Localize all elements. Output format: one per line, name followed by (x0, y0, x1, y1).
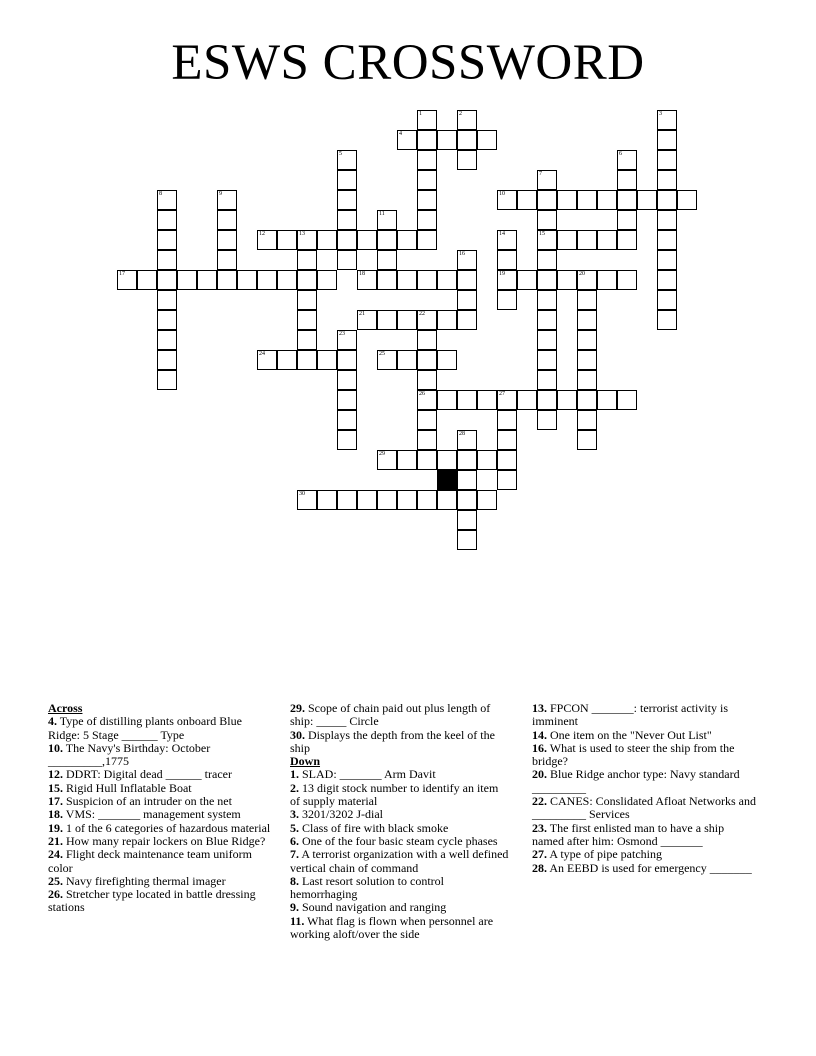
grid-cell[interactable] (337, 170, 357, 190)
grid-cell[interactable] (297, 230, 317, 250)
grid-cell[interactable] (457, 290, 477, 310)
grid-cell[interactable] (157, 310, 177, 330)
grid-cell[interactable] (317, 490, 337, 510)
grid-cell[interactable] (437, 130, 457, 150)
clues-column-2 (290, 702, 510, 941)
grid-cell[interactable] (497, 450, 517, 470)
grid-cell[interactable] (457, 150, 477, 170)
grid-cell[interactable] (457, 430, 477, 450)
grid-cell[interactable] (277, 350, 297, 370)
clue-across-18: 18. VMS: _______ management system (48, 807, 241, 822)
grid-cell[interactable] (137, 270, 157, 290)
clue-number: 11 (379, 211, 385, 217)
grid-cell[interactable] (317, 230, 337, 250)
grid-cell[interactable] (277, 270, 297, 290)
grid-cell[interactable] (417, 330, 437, 350)
grid-cell[interactable] (357, 270, 377, 290)
clue-down-13: 13. FPCON _______: terrorist activity is imminent (532, 701, 728, 729)
grid-cell[interactable] (497, 230, 517, 250)
grid-cell[interactable] (637, 190, 657, 210)
grid-cell[interactable] (377, 230, 397, 250)
grid-cell[interactable] (337, 330, 357, 350)
clues-column-3 (532, 702, 757, 875)
grid-cell[interactable] (417, 130, 437, 150)
grid-cell[interactable] (297, 330, 317, 350)
clue-across-26: 26. Stretcher type located in battle dressing stations (48, 887, 256, 915)
clue-number: 18 (359, 271, 365, 277)
grid-cell[interactable] (377, 210, 397, 230)
clue-number: 16 (459, 251, 465, 257)
clue-across-10: 10. The Navy's Birthday: October _________,1775 (48, 740, 211, 769)
grid-cell[interactable] (217, 190, 237, 210)
grid-cell[interactable] (457, 510, 477, 530)
grid-cell[interactable] (457, 270, 477, 290)
clue-across-25: 25. Navy firefighting thermal imager (48, 873, 226, 888)
grid-cell[interactable] (657, 190, 677, 210)
grid-cell[interactable] (657, 110, 677, 130)
grid-cell[interactable] (617, 390, 637, 410)
clue-across-24: 24. Flight deck maintenance team uniform color (48, 847, 252, 875)
grid-cell[interactable] (297, 350, 317, 370)
clue-down-1: 1. SLAD: _______ Arm Davit (290, 767, 436, 782)
grid-cell[interactable] (157, 270, 177, 290)
grid-cell[interactable] (457, 130, 477, 150)
grid-cell[interactable] (377, 270, 397, 290)
grid-cell[interactable] (417, 410, 437, 430)
clue-number: 27 (499, 391, 505, 397)
grid-cell[interactable] (157, 370, 177, 390)
across-heading: Across (48, 701, 83, 715)
grid-cell[interactable] (537, 290, 557, 310)
grid-cell[interactable] (317, 350, 337, 370)
grid-cell[interactable] (537, 270, 557, 290)
clue-across-29: 29. Scope of chain paid out plus length of ship: _____ Circle (290, 701, 491, 729)
grid-cell[interactable] (677, 190, 697, 210)
grid-cell[interactable] (337, 350, 357, 370)
grid-cell[interactable] (417, 370, 437, 390)
grid-cell[interactable] (657, 210, 677, 230)
clue-number: 13 (299, 231, 305, 237)
grid-cell[interactable] (377, 490, 397, 510)
grid-cell[interactable] (457, 110, 477, 130)
clue-number: 30 (299, 491, 305, 497)
grid-cell[interactable] (357, 310, 377, 330)
grid-cell[interactable] (117, 270, 137, 290)
grid-cell[interactable] (537, 210, 557, 230)
grid-cell[interactable] (657, 150, 677, 170)
grid-cell[interactable] (397, 450, 417, 470)
clue-across-21: 21. How many repair lockers on Blue Ridge? (48, 833, 266, 848)
clue-number: 22 (419, 311, 425, 317)
grid-cell[interactable] (357, 490, 377, 510)
grid-cell[interactable] (417, 190, 437, 210)
grid-cell[interactable] (597, 270, 617, 290)
grid-cell[interactable] (457, 530, 477, 550)
grid-cell[interactable] (577, 270, 597, 290)
grid-cell[interactable] (577, 230, 597, 250)
clue-down-7: 7. A terrorist organization with a well defined vertical chain of command (290, 847, 509, 875)
grid-cell[interactable] (537, 230, 557, 250)
clue-number: 8 (159, 191, 162, 197)
grid-cell[interactable] (477, 130, 497, 150)
grid-cell[interactable] (597, 190, 617, 210)
grid-cell[interactable] (237, 270, 257, 290)
clue-number: 10 (499, 191, 505, 197)
grid-cell[interactable] (537, 250, 557, 270)
grid-cell[interactable] (457, 450, 477, 470)
grid-cell[interactable] (497, 270, 517, 290)
grid-cell[interactable] (357, 230, 377, 250)
clue-number: 2 (459, 111, 462, 117)
grid-cell[interactable] (437, 270, 457, 290)
grid-cell[interactable] (417, 310, 437, 330)
grid-cell[interactable] (397, 230, 417, 250)
grid-cell[interactable] (217, 250, 237, 270)
grid-cell[interactable] (457, 490, 477, 510)
grid-cell[interactable] (297, 290, 317, 310)
grid-cell[interactable] (297, 310, 317, 330)
grid-cell[interactable] (437, 350, 457, 370)
grid-cell[interactable] (537, 410, 557, 430)
grid-cell[interactable] (377, 450, 397, 470)
clue-number: 24 (259, 351, 265, 357)
clue-down-20: 20. Blue Ridge anchor type: Navy standard _________ (532, 767, 740, 795)
grid-cell[interactable] (577, 350, 597, 370)
clue-down-16: 16. What is used to steer the ship from the bridge? (532, 740, 735, 769)
clue-across-12: 12. DDRT: Digital dead ______ tracer (48, 767, 232, 782)
clue-down-22: 22. CANES: Conslidated Afloat Networks and _________ Services (532, 794, 756, 822)
clue-across-15: 15. Rigid Hull Inflatable Boat (48, 780, 192, 795)
grid-cell[interactable] (157, 230, 177, 250)
grid-cell[interactable] (477, 390, 497, 410)
grid-cell[interactable] (537, 350, 557, 370)
grid-cell[interactable] (417, 270, 437, 290)
grid-cell[interactable] (657, 250, 677, 270)
grid-cell[interactable] (517, 190, 537, 210)
grid-cell[interactable] (577, 390, 597, 410)
grid-cell[interactable] (417, 230, 437, 250)
grid-cell[interactable] (337, 370, 357, 390)
grid-cell[interactable] (537, 190, 557, 210)
clues-column-1 (48, 702, 273, 915)
down-heading: Down (290, 754, 321, 769)
grid-cell[interactable] (477, 450, 497, 470)
grid-cell[interactable] (597, 230, 617, 250)
clue-down-27: 27. A type of pipe patching (532, 847, 662, 862)
grid-cell[interactable] (537, 370, 557, 390)
grid-cell[interactable] (657, 290, 677, 310)
grid-cell[interactable] (317, 270, 337, 290)
grid-cell[interactable] (397, 350, 417, 370)
clue-number: 6 (619, 151, 622, 157)
grid-cell[interactable] (337, 430, 357, 450)
grid-cell[interactable] (617, 270, 637, 290)
grid-cell[interactable] (417, 490, 437, 510)
clue-across-17: 17. Suspicion of an intruder on the net (48, 794, 232, 809)
shaded-cell (437, 470, 457, 490)
grid-cell[interactable] (537, 330, 557, 350)
grid-cell[interactable] (617, 150, 637, 170)
grid-cell[interactable] (297, 270, 317, 290)
grid-cell[interactable] (197, 270, 217, 290)
grid-cell[interactable] (157, 190, 177, 210)
grid-cell[interactable] (377, 350, 397, 370)
grid-cell[interactable] (417, 150, 437, 170)
clue-number: 15 (539, 231, 545, 237)
clue-down-28: 28. An EEBD is used for emergency _______ (532, 860, 752, 875)
grid-cell[interactable] (577, 190, 597, 210)
grid-cell[interactable] (417, 450, 437, 470)
grid-cell[interactable] (157, 210, 177, 230)
grid-cell[interactable] (657, 130, 677, 150)
grid-cell[interactable] (617, 190, 637, 210)
clue-number: 5 (339, 151, 342, 157)
grid-cell[interactable] (217, 230, 237, 250)
grid-cell[interactable] (497, 250, 517, 270)
grid-cell[interactable] (577, 430, 597, 450)
clue-across-30: 30. Displays the depth from the keel of the ship (290, 727, 495, 755)
grid-cell[interactable] (617, 170, 637, 190)
clue-number: 25 (379, 351, 385, 357)
grid-cell[interactable] (617, 230, 637, 250)
grid-cell[interactable] (537, 170, 557, 190)
grid-cell[interactable] (557, 190, 577, 210)
grid-cell[interactable] (497, 390, 517, 410)
clue-number: 1 (419, 111, 422, 117)
grid-cell[interactable] (477, 490, 497, 510)
grid-cell[interactable] (457, 250, 477, 270)
grid-cell[interactable] (337, 490, 357, 510)
clue-number: 26 (419, 391, 425, 397)
grid-cell[interactable] (557, 390, 577, 410)
clue-number: 20 (579, 271, 585, 277)
grid-cell[interactable] (217, 270, 237, 290)
grid-cell[interactable] (397, 130, 417, 150)
grid-cell[interactable] (217, 210, 237, 230)
grid-cell[interactable] (577, 330, 597, 350)
grid-cell[interactable] (337, 150, 357, 170)
grid-cell[interactable] (417, 170, 437, 190)
grid-cell[interactable] (297, 250, 317, 270)
clue-down-23: 23. The first enlisted man to have a ship named after him: Osmond _______ (532, 820, 725, 848)
grid-cell[interactable] (457, 390, 477, 410)
clue-across-4: 4. Type of distilling plants onboard Blue Ridge: 5 Stage ______ Type (48, 714, 242, 742)
grid-cell[interactable] (577, 370, 597, 390)
clue-down-3: 3. 3201/3202 J-dial (290, 807, 383, 822)
clue-number: 28 (459, 431, 465, 437)
grid-cell[interactable] (497, 430, 517, 450)
grid-cell[interactable] (457, 310, 477, 330)
clue-down-8: 8. Last resort solution to control hemorrhaging (290, 873, 444, 902)
clue-down-2: 2. 13 digit stock number to identify an item of supply material (290, 780, 499, 809)
grid-cell[interactable] (177, 270, 197, 290)
grid-cell[interactable] (257, 350, 277, 370)
clue-down-14: 14. One item on the "Never Out List" (532, 727, 712, 742)
grid-cell[interactable] (437, 310, 457, 330)
grid-cell[interactable] (577, 410, 597, 430)
grid-cell[interactable] (437, 390, 457, 410)
grid-cell[interactable] (157, 350, 177, 370)
grid-cell[interactable] (377, 250, 397, 270)
clue-across-19: 19. 1 of the 6 categories of hazardous material (48, 820, 271, 835)
grid-cell[interactable] (657, 270, 677, 290)
grid-cell[interactable] (617, 210, 637, 230)
clue-number: 21 (359, 311, 365, 317)
grid-cell[interactable] (397, 310, 417, 330)
clue-number: 19 (499, 271, 505, 277)
grid-cell[interactable] (337, 210, 357, 230)
grid-cell[interactable] (157, 330, 177, 350)
grid-cell[interactable] (417, 390, 437, 410)
clue-number: 14 (499, 231, 505, 237)
grid-cell[interactable] (157, 250, 177, 270)
clue-number: 12 (259, 231, 265, 237)
grid-cell[interactable] (417, 430, 437, 450)
grid-cell[interactable] (517, 390, 537, 410)
clue-down-6: 6. One of the four basic steam cycle phases (290, 833, 498, 848)
grid-cell[interactable] (337, 190, 357, 210)
grid-cell[interactable] (657, 310, 677, 330)
clue-number: 7 (539, 171, 542, 177)
grid-cell[interactable] (417, 210, 437, 230)
grid-cell[interactable] (437, 450, 457, 470)
grid-cell[interactable] (277, 230, 297, 250)
grid-cell[interactable] (537, 390, 557, 410)
grid-cell[interactable] (497, 470, 517, 490)
grid-cell[interactable] (417, 110, 437, 130)
grid-cell[interactable] (577, 310, 597, 330)
grid-cell[interactable] (257, 230, 277, 250)
clue-number: 4 (399, 131, 402, 137)
grid-cell[interactable] (337, 250, 357, 270)
grid-cell[interactable] (297, 490, 317, 510)
grid-cell[interactable] (557, 270, 577, 290)
grid-cell[interactable] (157, 290, 177, 310)
clue-down-5: 5. Class of fire with black smoke (290, 820, 449, 835)
grid-cell[interactable] (517, 270, 537, 290)
grid-cell[interactable] (557, 230, 577, 250)
grid-cell[interactable] (497, 410, 517, 430)
grid-cell[interactable] (397, 490, 417, 510)
grid-cell[interactable] (497, 190, 517, 210)
clue-number: 17 (119, 271, 125, 277)
grid-cell[interactable] (337, 230, 357, 250)
page-title: ESWS CROSSWORD (171, 35, 645, 91)
grid-cell[interactable] (657, 230, 677, 250)
clue-number: 23 (339, 331, 345, 337)
grid-cell[interactable] (457, 470, 477, 490)
clue-number: 9 (219, 191, 222, 197)
grid-cell[interactable] (577, 290, 597, 310)
clue-down-9: 9. Sound navigation and ranging (290, 900, 447, 915)
grid-cell[interactable] (337, 390, 357, 410)
grid-cell[interactable] (397, 270, 417, 290)
grid-cell[interactable] (377, 310, 397, 330)
grid-cell[interactable] (257, 270, 277, 290)
grid-cell[interactable] (497, 290, 517, 310)
clue-number: 3 (659, 111, 662, 117)
grid-cell[interactable] (417, 350, 437, 370)
clue-number: 29 (379, 451, 385, 457)
grid-cell[interactable] (597, 390, 617, 410)
grid-cell[interactable] (437, 490, 457, 510)
clue-down-11: 11. What flag is flown when personnel are working aloft/over the side (290, 913, 494, 942)
grid-cell[interactable] (537, 310, 557, 330)
grid-cell[interactable] (657, 170, 677, 190)
grid-cell[interactable] (337, 410, 357, 430)
